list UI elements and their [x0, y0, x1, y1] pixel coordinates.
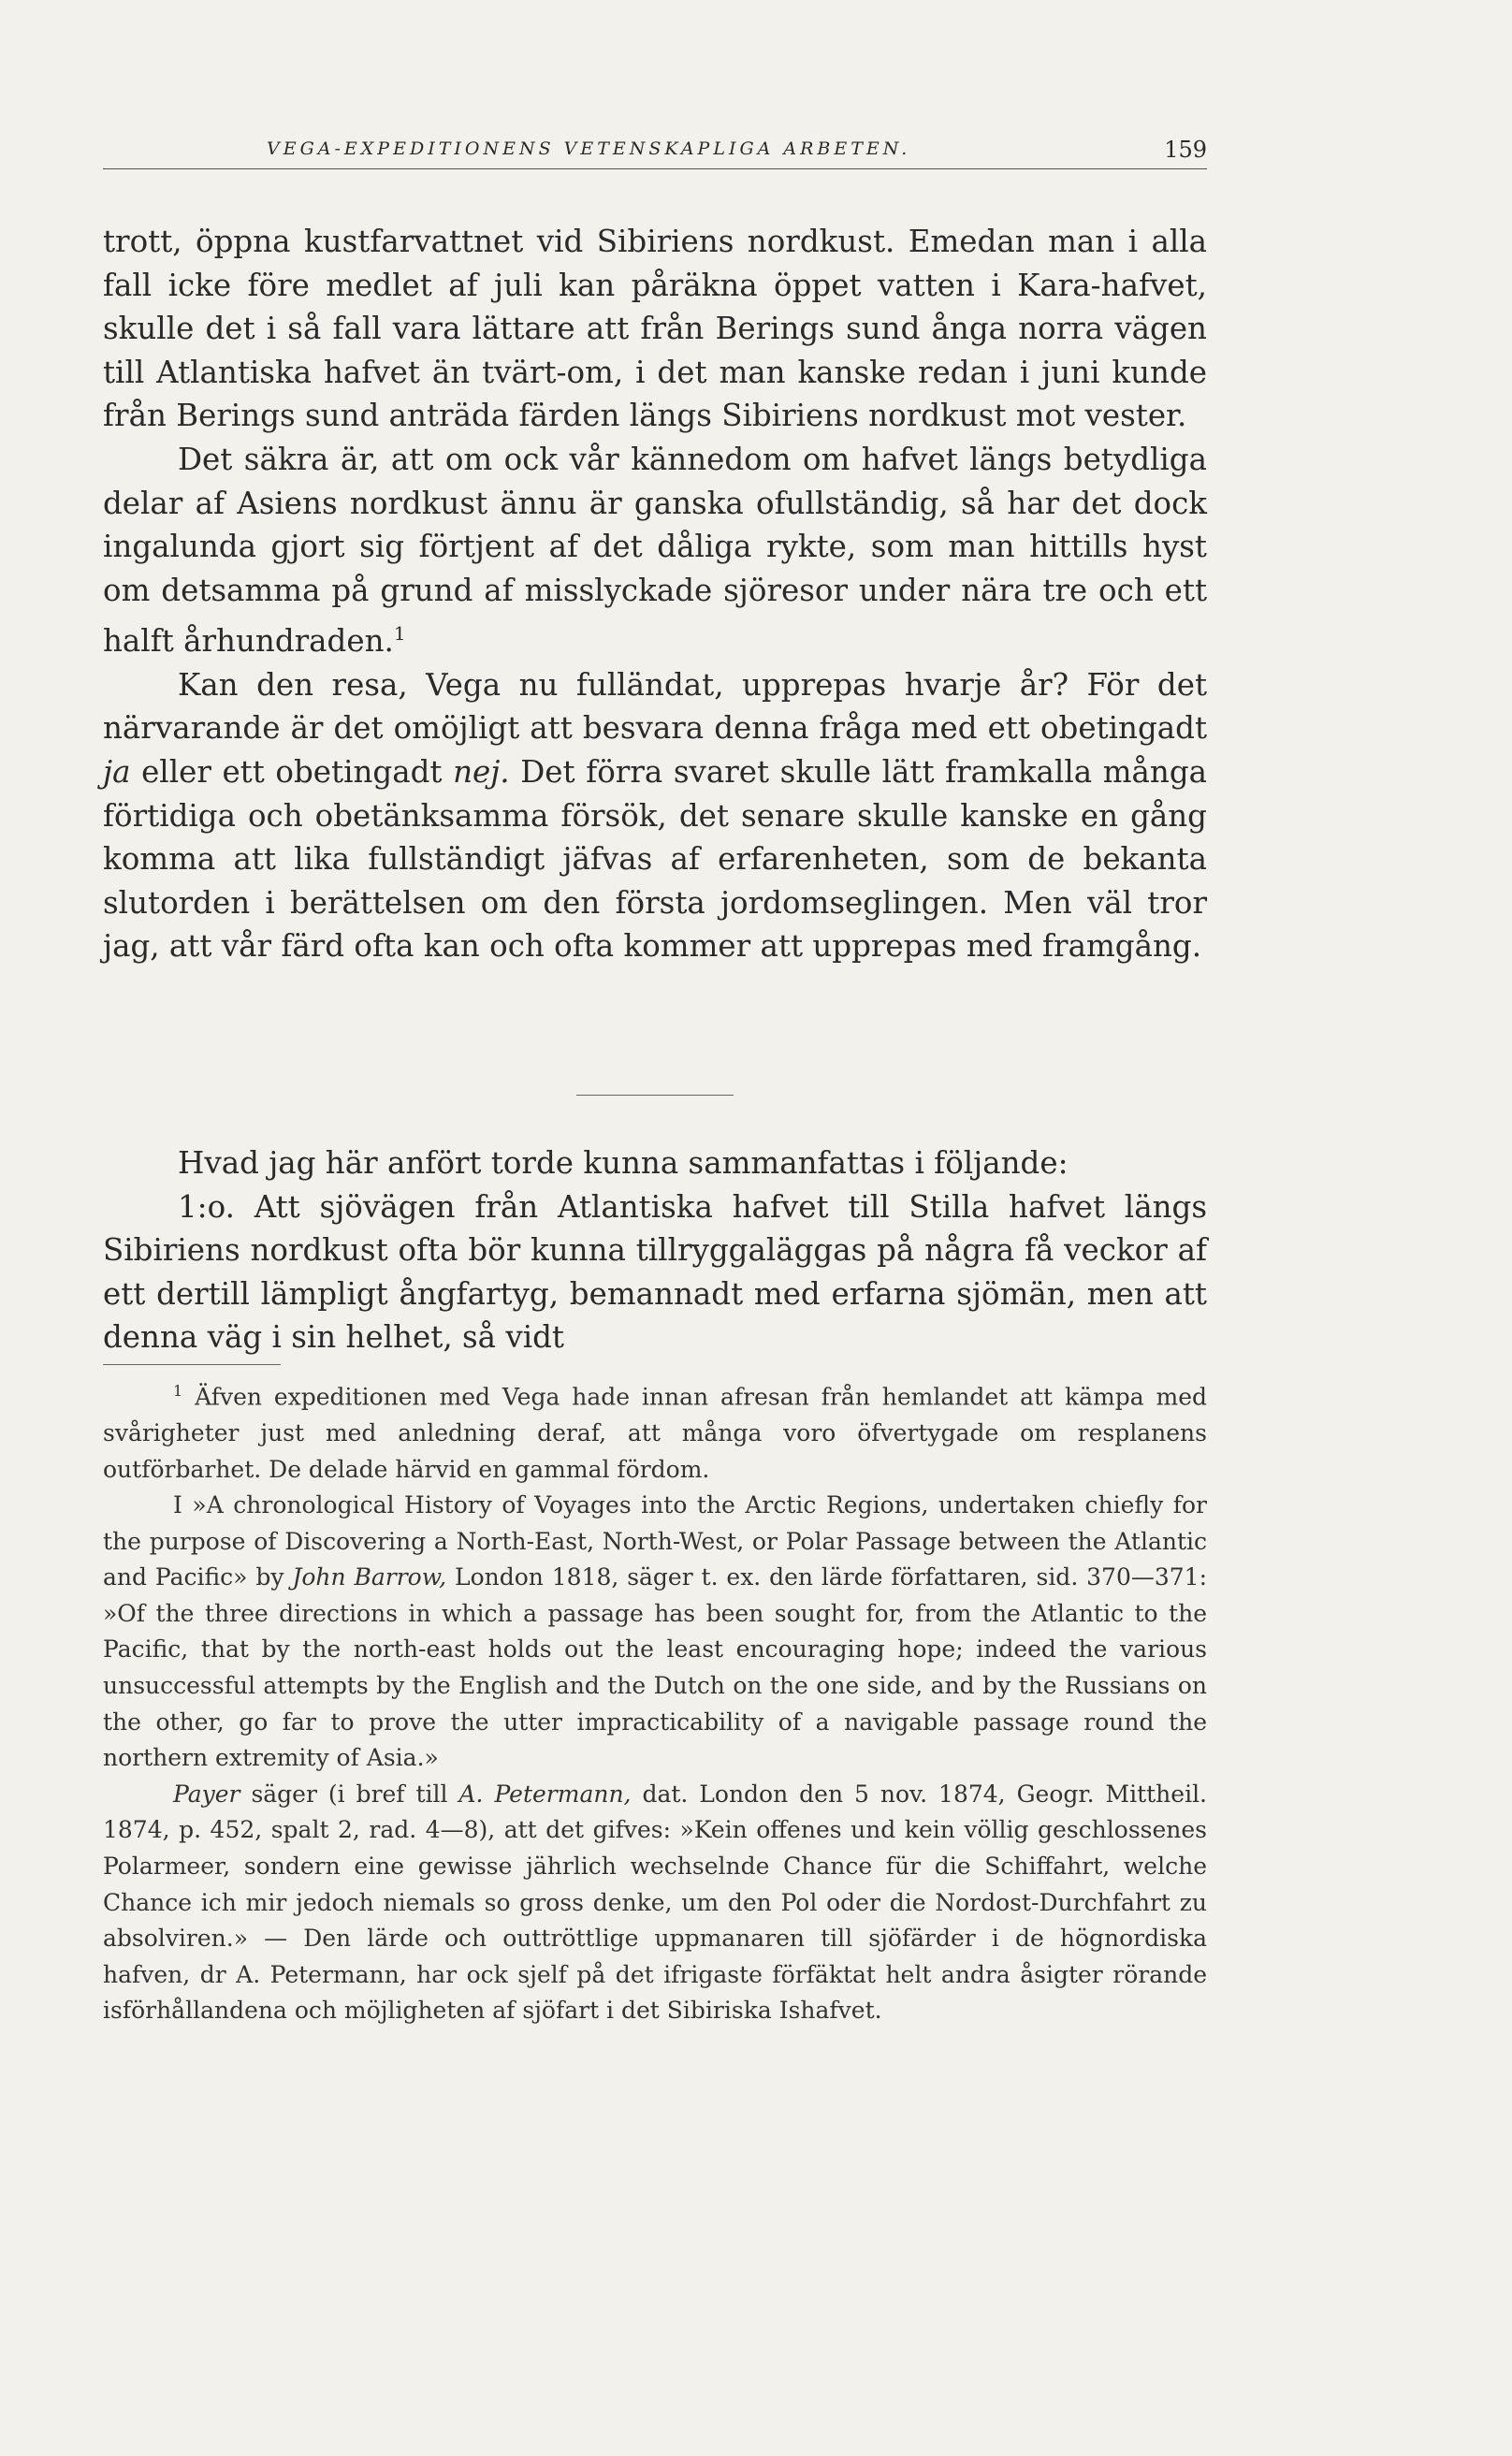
- author-payer: Payer: [173, 1780, 240, 1808]
- paragraph-2: Det säkra är, att om ock vår kännedom om hafvet längs betydliga delar af Asiens nordkust ännu är ganska ofullständig, så har det dock ingalunda gjort sig förtjent af det dåliga rykte, som man hittills hyst om detsamma på grund af misslyckade sjöresor under nära tre och ett halft århundraden.$^1$: [103, 441, 1207, 660]
- emphasis-nej: nej.: [453, 753, 510, 790]
- main-text: [103, 220, 1207, 968]
- running-title: VEGA-EXPEDITIONENS VETENSKAPLIGA ARBETEN.: [267, 138, 911, 159]
- emphasis-ja: ja: [103, 753, 131, 790]
- footnote-rule: [103, 1364, 281, 1365]
- author-barrow: John Barrow,: [292, 1563, 447, 1591]
- summary-section: [103, 1141, 1207, 1359]
- footnote-1: $^1$ Äfven expeditionen med Vega hade innan afresan från hemlandet att kämpa med svårigheter just med anledning deraf, att många voro öfvertygade om resplanens outförbarhet. De delade härvid en gammal fördom.: [103, 1382, 1208, 1483]
- footnote-mark: 1: [173, 1382, 183, 1400]
- paragraph-1: trott, öppna kustfarvattnet vid Sibiriens nordkust. Emedan man i alla fall icke före medlet af juli kan påräkna öppet vatten i Kara-hafvet, skulle det i så fall vara lättare att från Berings sund ånga norra vägen till Atlantiska hafvet än tvärt-om, i det man kanske redan i juni kunde från Berings sund anträda färden längs Sibiriens nordkust mot vester.: [103, 224, 1207, 434]
- footnote-payer: Payer säger (i bref till A. Petermann, dat. London den 5 nov. 1874, Geogr. Mittheil. 1874, p. 452, spalt 2, rad. 4—8), att det gifves: »Kein offenes und kein völlig geschlossenes Polarmeer, sondern eine gewisse jährlich wechselnde Chance für die Schiffahrt, welche Chance ich mir jedoch niemals so gross denke, um den Pol oder die Nordost-Durchfahrt zu absolviren.» — Den lärde och outtröttlige uppmanaren till sjöfärder i de högnordiska hafven, dr A. Petermann, har ock sjelf på det ifrigaste förfäktat helt andra åsigter rörande isförhållandena och möjligheten af sjöfart i det Sibiriska Ishafvet.: [103, 1780, 1208, 2025]
- section-divider: [576, 1095, 734, 1096]
- paragraph-3: Kan den resa, Vega nu fulländat, upprepas hvarje år? För det närvarande är det omöjligt att besvara denna fråga med ett obetingadt ja eller ett obetingadt nej. Det förra svaret skulle lätt framkalla många förtidiga och obetänksamma försök, det senare skulle kanske en gång komma att lika fullständigt jäfvas af erfarenheten, som de bekanta slutorden i berättelsen om den första jordomseglingen. Men väl tror jag, att vår färd ofta kan och ofta kommer att upprepas med framgång.: [103, 666, 1208, 965]
- footnotes: [103, 1373, 1207, 2029]
- footnote-ref: 1: [393, 622, 406, 646]
- summary-point-1: 1:o. Att sjövägen från Atlantiska hafvet till Stilla hafvet längs Sibiriens nordkust ofta bör kunna tillryggaläggas på några få veckor af ett dertill lämpligt ångfartyg, bemannadt med erfarna sjömän, men att denna väg i sin helhet, så vidt: [103, 1188, 1207, 1356]
- recipient-petermann: A. Petermann,: [458, 1780, 632, 1808]
- footnote-barrow: I »A chronological History of Voyages into the Arctic Regions, undertaken chiefly for the purpose of Discovering a North-East, North-West, or Polar Passage between the Atlantic and Pacific» by John Barrow, London 1818, säger t. ex. den lärde författaren, sid. 370—371: »Of the three directions in which a passage has been sought for, from the Atlantic to the Pacific, that by the north-east holds out the least encouraging hope; indeed the various unsuccessful attempts by the English and the Dutch on the one side, and by the Russians on the other, go far to prove the utter impracticability of a navigable passage round the northern extremity of Asia.»: [103, 1491, 1207, 1772]
- page-header: [103, 131, 1207, 169]
- summary-intro: Hvad jag här anfört torde kunna sammanfattas i följande:: [178, 1145, 1069, 1181]
- page-number: 159: [1164, 137, 1207, 163]
